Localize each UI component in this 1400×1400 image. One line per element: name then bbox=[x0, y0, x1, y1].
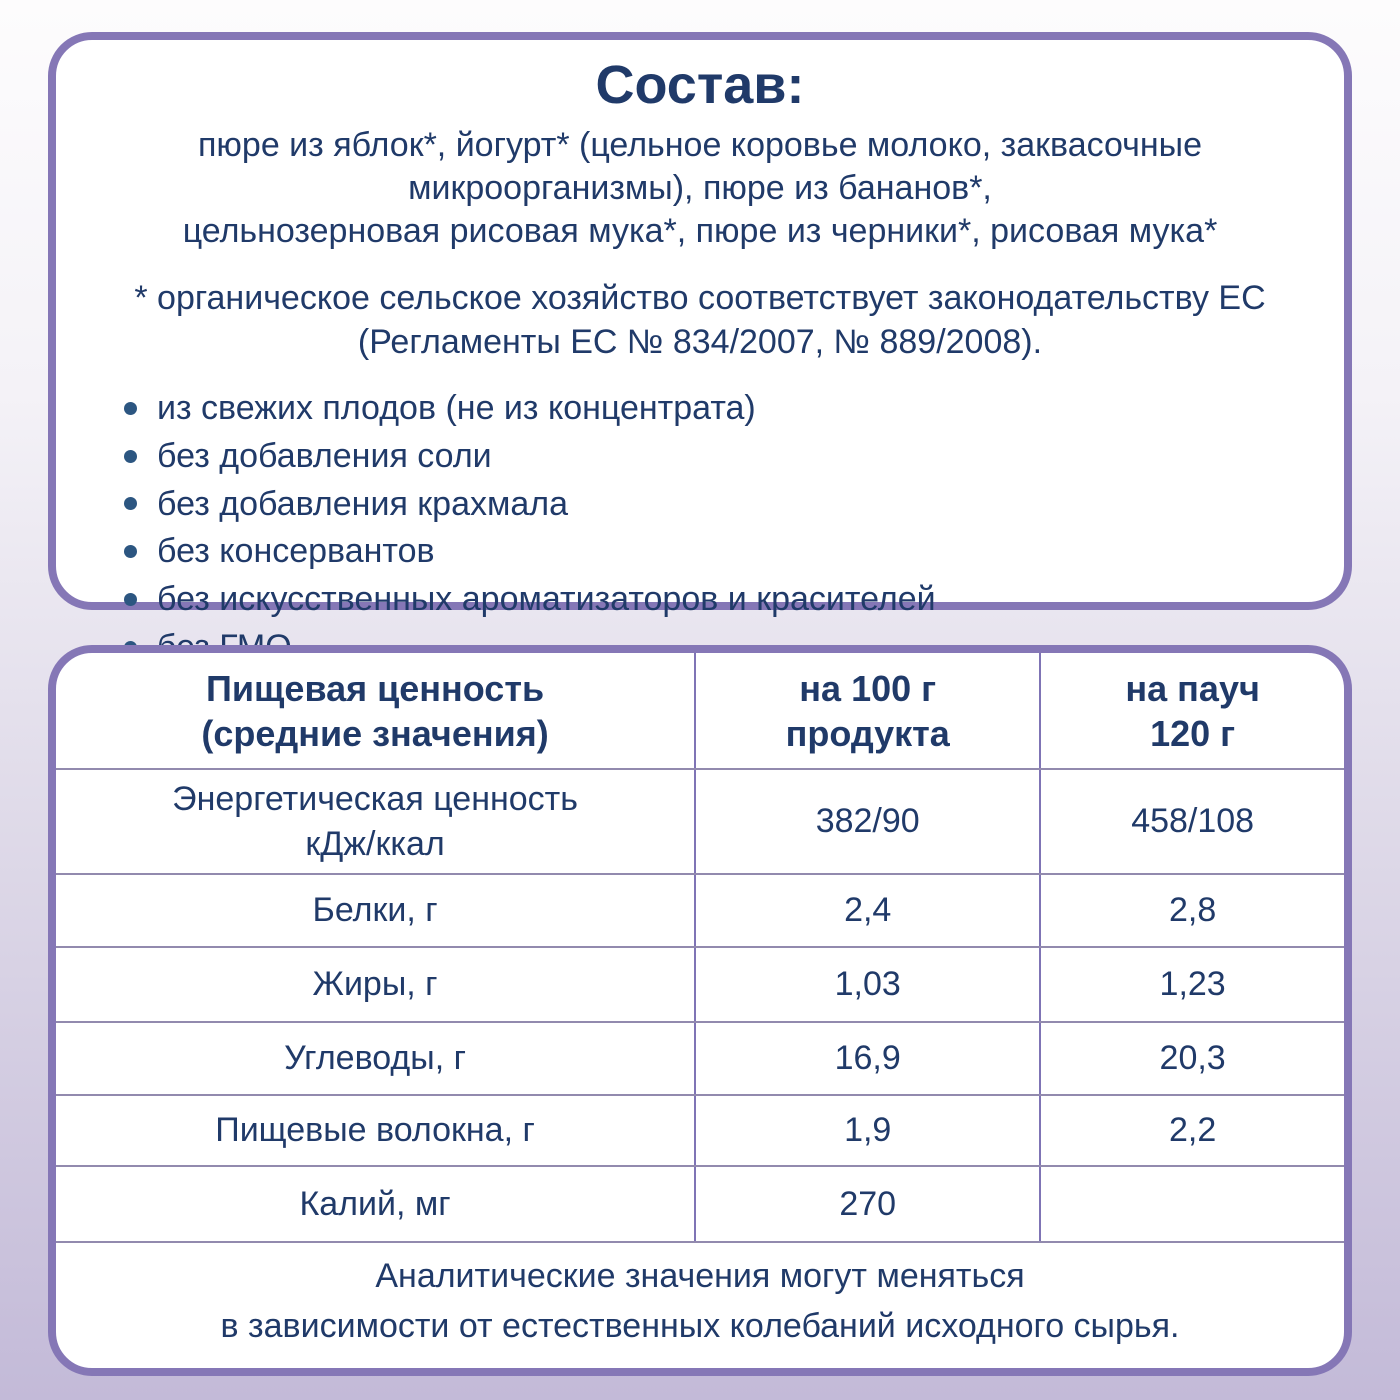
analytical-note bbox=[56, 1243, 1344, 1368]
header-line: продукта bbox=[785, 712, 950, 754]
bullet-icon bbox=[124, 545, 137, 558]
row-label: Белки, г bbox=[56, 875, 696, 946]
row-value-per-pouch: 20,3 bbox=[1159, 1039, 1226, 1078]
list-item bbox=[124, 531, 1288, 572]
header-line: (средние значения) bbox=[201, 712, 549, 754]
list-item bbox=[124, 579, 1288, 620]
list-item-label: без искусственных ароматизаторов и красителей bbox=[157, 580, 936, 619]
row-label: Жиры, г bbox=[56, 948, 696, 1021]
table-header-row bbox=[56, 653, 1344, 770]
row-value-per-100g: 270 bbox=[696, 1167, 1041, 1241]
bullet-icon bbox=[124, 593, 137, 606]
bullet-icon bbox=[124, 497, 137, 510]
row-value-per-100g: 16,9 bbox=[696, 1023, 1041, 1094]
row-label: Углеводы, г bbox=[56, 1023, 696, 1094]
table-row bbox=[56, 1023, 1344, 1096]
header-line: на пауч bbox=[1125, 667, 1260, 709]
header-cell-per-100g bbox=[696, 653, 1041, 768]
list-item-label: из свежих плодов (не из концентрата) bbox=[157, 388, 756, 427]
row-label-line: Энергетическая ценность bbox=[172, 780, 578, 819]
organic-note bbox=[112, 276, 1288, 364]
table-row bbox=[56, 1167, 1344, 1243]
ingredients-line: пюре из яблок*, йогурт* (цельное коровье молоко, заквасочные bbox=[198, 126, 1202, 165]
analytical-note-line: в зависимости от естественных колебаний исходного сырья. bbox=[220, 1306, 1180, 1345]
row-value-per-100g: 2,4 bbox=[696, 875, 1041, 946]
ingredients-text bbox=[112, 124, 1288, 254]
bullet-icon bbox=[124, 450, 137, 463]
list-item-label: без консервантов bbox=[157, 532, 435, 571]
table-row bbox=[56, 948, 1344, 1023]
list-item bbox=[124, 388, 1288, 429]
row-value-per-pouch: 1,23 bbox=[1159, 965, 1226, 1004]
row-value-per-pouch: 2,2 bbox=[1169, 1111, 1217, 1150]
header-cell-per-pouch bbox=[1041, 653, 1344, 768]
ingredients-line: цельнозерновая рисовая мука*, пюре из черники*, рисовая мука* bbox=[182, 212, 1218, 251]
row-value-per-pouch: 2,8 bbox=[1169, 891, 1217, 930]
header-line: на 100 г bbox=[799, 667, 937, 709]
row-label: Пищевые волокна, г bbox=[56, 1096, 696, 1165]
row-value-per-pouch bbox=[1041, 1167, 1344, 1241]
row-label: Калий, мг bbox=[56, 1167, 696, 1241]
header-line: 120 г bbox=[1150, 712, 1236, 754]
row-label-line: кДж/ккал bbox=[305, 824, 445, 863]
organic-note-line: (Регламенты ЕС № 834/2007, № 889/2008). bbox=[357, 322, 1043, 361]
row-value-per-100g: 382/90 bbox=[696, 770, 1041, 873]
list-item-label: без добавления соли bbox=[157, 436, 492, 475]
list-item-label: без добавления крахмала bbox=[157, 484, 569, 523]
bullet-icon bbox=[124, 402, 137, 415]
nutrition-card bbox=[48, 645, 1352, 1376]
composition-title: Состав: bbox=[595, 55, 805, 115]
row-value-per-100g: 1,03 bbox=[696, 948, 1041, 1021]
row-value-per-pouch: 458/108 bbox=[1131, 802, 1255, 841]
table-row bbox=[56, 770, 1344, 875]
analytical-note-line: Аналитические значения могут меняться bbox=[375, 1257, 1025, 1296]
row-value-per-100g: 1,9 bbox=[696, 1096, 1041, 1165]
table-row bbox=[56, 875, 1344, 948]
ingredients-line: микроорганизмы), пюре из бананов*, bbox=[408, 169, 992, 208]
header-line: Пищевая ценность bbox=[206, 667, 545, 709]
header-cell-nutrition bbox=[56, 653, 696, 768]
list-item bbox=[124, 484, 1288, 525]
organic-note-line: * органическое сельское хозяйство соответствует законодательству ЕС bbox=[134, 278, 1266, 317]
list-item bbox=[124, 436, 1288, 477]
row-label bbox=[56, 770, 696, 873]
composition-card bbox=[48, 32, 1352, 619]
claims-bullet-list bbox=[112, 388, 1288, 668]
table-row bbox=[56, 1096, 1344, 1167]
